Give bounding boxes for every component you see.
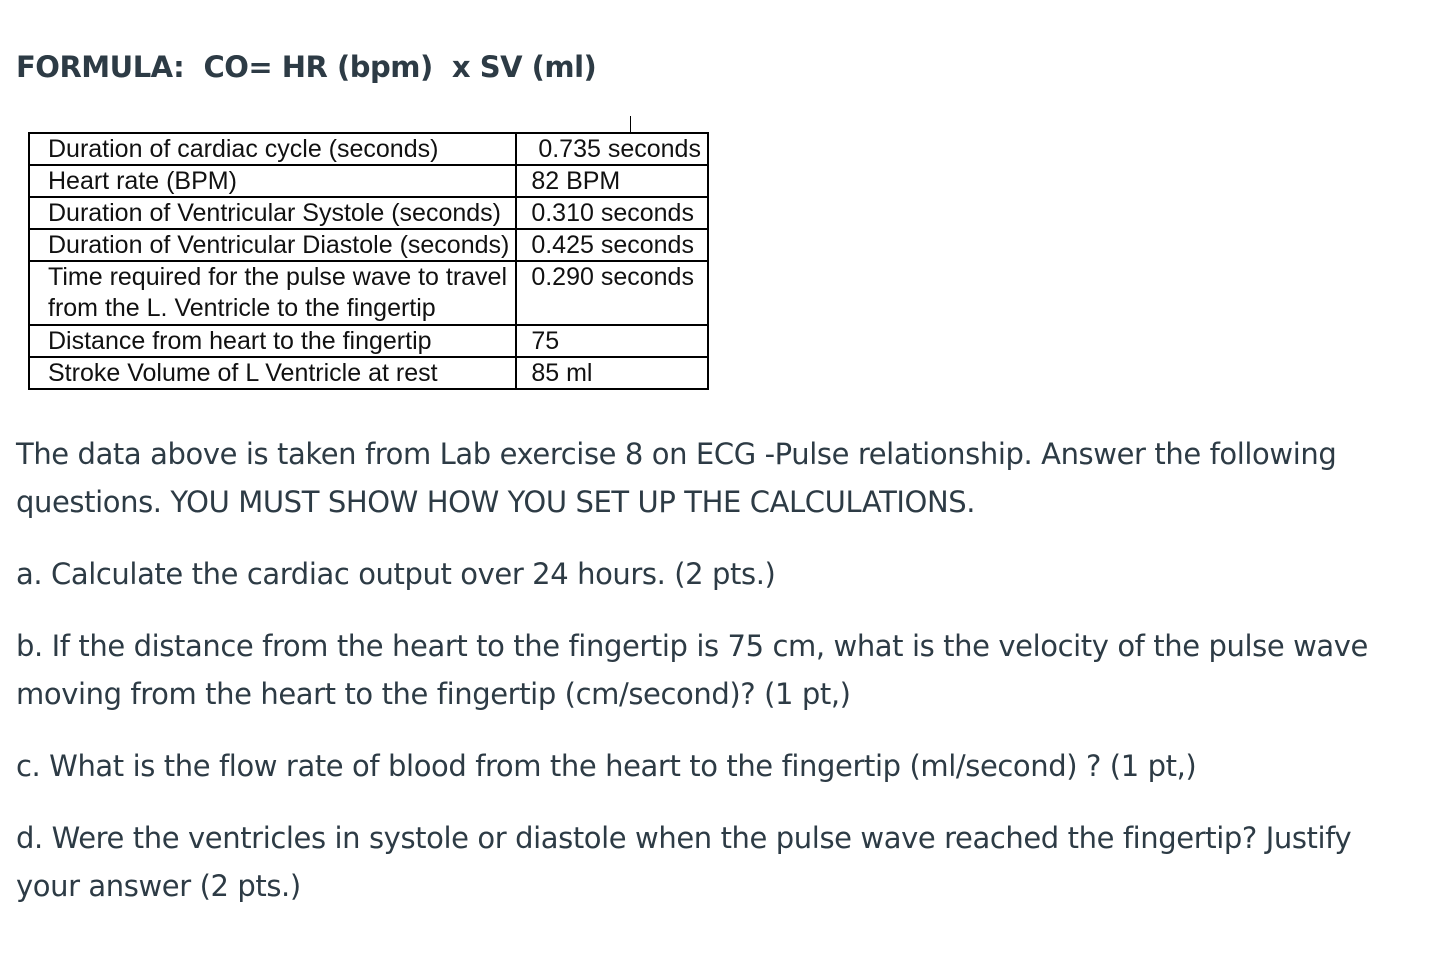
table-row xyxy=(29,133,708,165)
question-b: b. If the distance from the heart to the fingertip is 75 cm, what is the velocity of the pulse wave moving from the heart to the fingertip (cm/second)? (1 pt,) xyxy=(16,629,1369,711)
table-row xyxy=(29,197,708,229)
row-label: Duration of Ventricular Diastole (seconds) xyxy=(29,229,516,261)
formula-heading: FORMULA: CO= HR (bpm) x SV (ml) xyxy=(16,50,597,84)
table-row xyxy=(29,325,708,357)
table-row xyxy=(29,165,708,197)
row-value: 0.310 seconds xyxy=(516,197,708,229)
row-label: Stroke Volume of L Ventricle at rest xyxy=(29,357,516,389)
row-value: 0.425 seconds xyxy=(516,229,708,261)
intro-paragraph: The data above is taken from Lab exercise 8 on ECG -Pulse relationship. Answer the following questions. YOU MUST SHOW HOW YOU SET UP THE CALCULATIONS. xyxy=(16,437,1337,519)
question-content xyxy=(16,430,1421,934)
question-a: a. Calculate the cardiac output over 24 hours. (2 pts.) xyxy=(16,557,776,591)
table-row xyxy=(29,357,708,389)
row-value: 85 ml xyxy=(516,357,708,389)
row-label: Duration of Ventricular Systole (seconds) xyxy=(29,197,516,229)
row-label: Heart rate (BPM) xyxy=(29,165,516,197)
row-label xyxy=(29,261,516,325)
row-label: Duration of cardiac cycle (seconds) xyxy=(29,133,516,165)
row-label-line-2: from the L. Ventricle to the fingertip xyxy=(48,294,436,322)
table-row xyxy=(29,229,708,261)
row-label-line-1: Time required for the pulse wave to travel xyxy=(48,263,508,291)
table-row xyxy=(29,261,708,325)
row-value: 0.735 seconds xyxy=(516,133,708,165)
question-c: c. What is the flow rate of blood from the heart to the fingertip (ml/second) ? (1 pt,) xyxy=(16,749,1197,783)
question-d: d. Were the ventricles in systole or diastole when the pulse wave reached the fingertip? Justify your answer (2 pts.) xyxy=(16,821,1352,903)
row-value: 75 xyxy=(516,325,708,357)
lab-data-table xyxy=(28,132,709,390)
table-tick-mark xyxy=(630,116,631,132)
row-value: 82 BPM xyxy=(516,165,708,197)
row-label: Distance from heart to the fingertip xyxy=(29,325,516,357)
row-value: 0.290 seconds xyxy=(516,261,708,325)
